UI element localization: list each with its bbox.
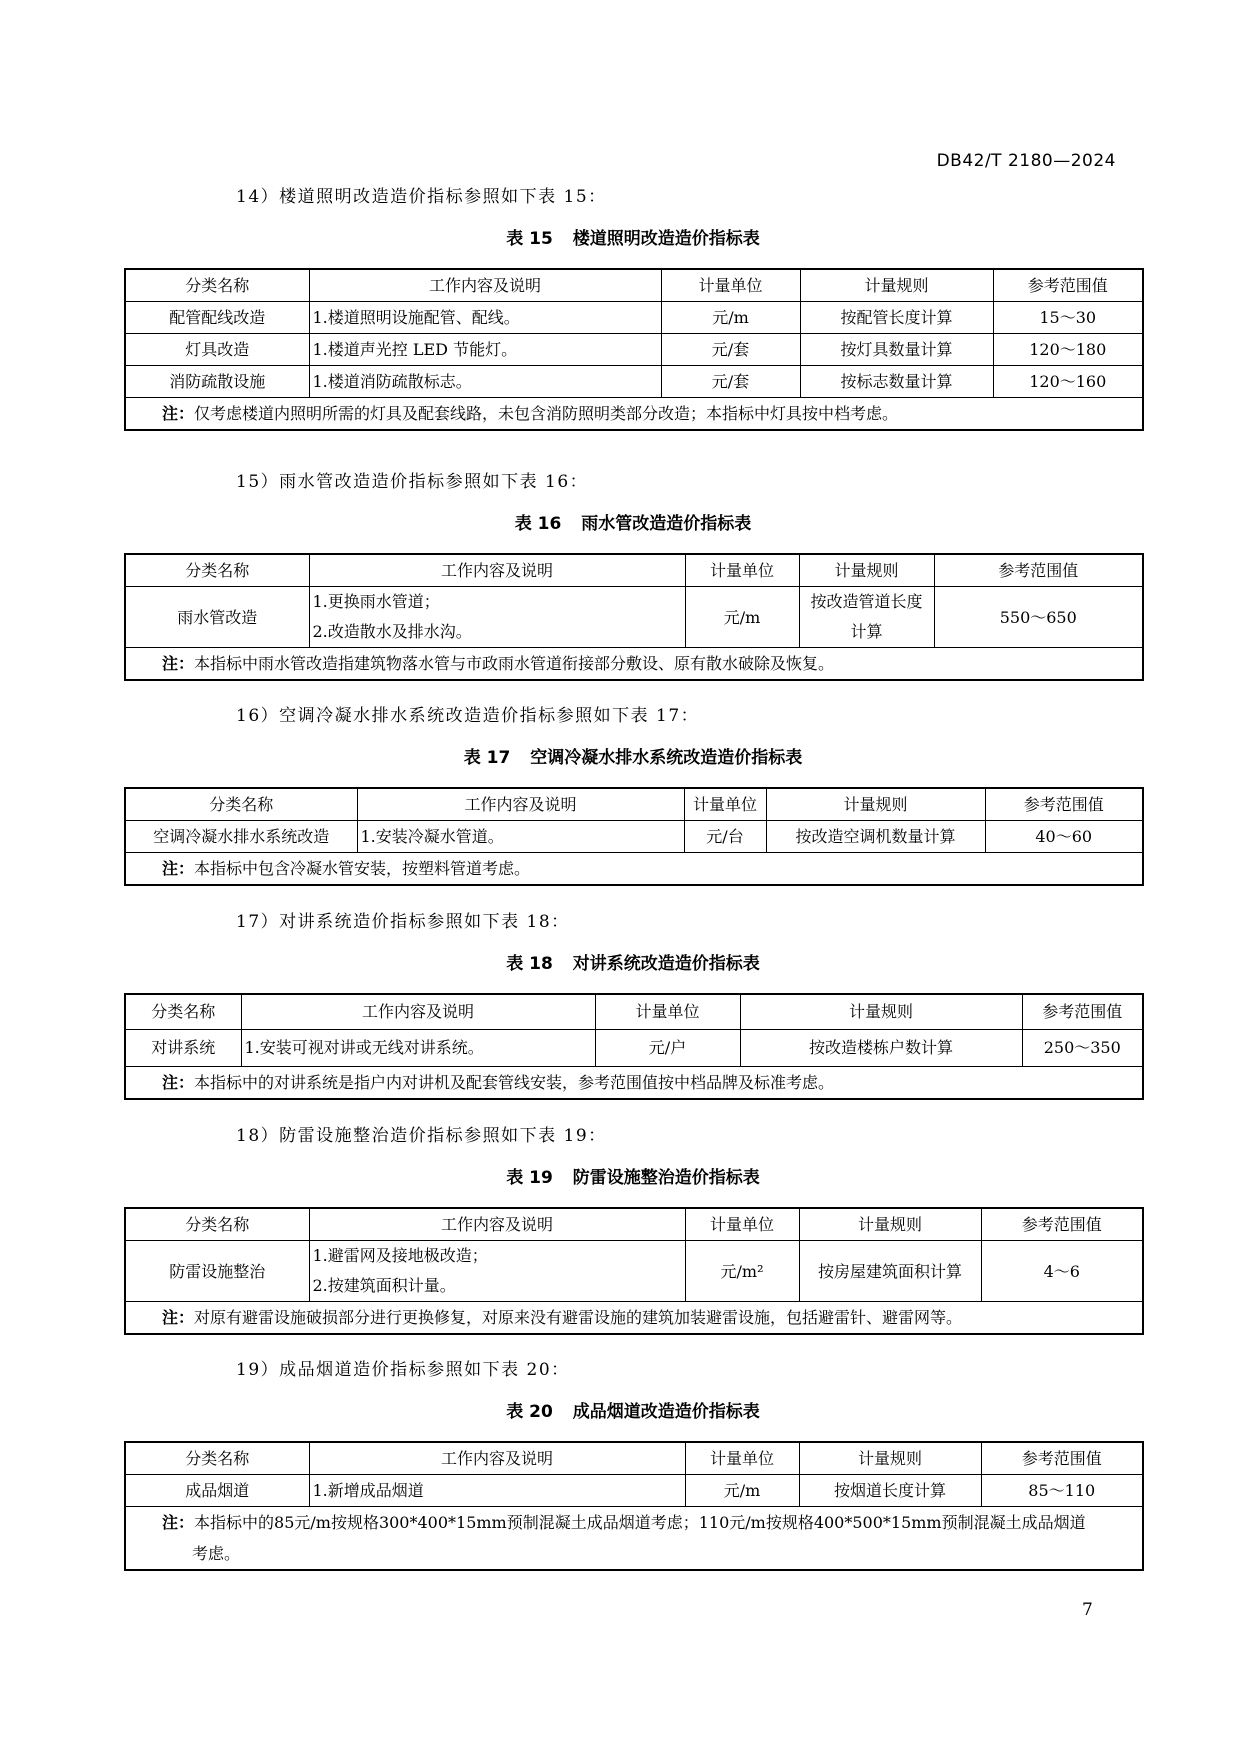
section-intercom <box>124 907 1142 1100</box>
table-title: 空调冷凝水排水系统改造造价指标表 <box>530 748 803 768</box>
cell-category: 对讲系统 <box>125 1030 241 1067</box>
section-intro: 18）防雷设施整治造价指标参照如下表 19： <box>236 1126 607 1146</box>
cell-rule: 按烟道长度计算 <box>799 1475 981 1507</box>
table-caption <box>124 224 1142 254</box>
header-content: 工作内容及说明 <box>357 788 684 821</box>
header-content: 工作内容及说明 <box>309 1442 685 1475</box>
table-title: 楼道照明改造造价指标表 <box>572 229 760 249</box>
cell-category: 成品烟道 <box>125 1475 309 1507</box>
section-intro: 17）对讲系统造价指标参照如下表 18： <box>236 912 570 932</box>
cell-rule: 按灯具数量计算 <box>800 334 993 366</box>
standard-code: DB42/T 2180—2024 <box>936 151 1116 171</box>
content-line: 2.按建筑面积计量。 <box>312 1276 456 1295</box>
cell-unit: 元/户 <box>595 1030 740 1067</box>
table-title: 雨水管改造造价指标表 <box>581 514 752 534</box>
header-unit: 计量单位 <box>685 1208 799 1241</box>
header-category: 分类名称 <box>125 994 241 1030</box>
table-caption <box>124 1163 1142 1193</box>
cell-range: 85～110 <box>981 1475 1143 1507</box>
note-label: 注： <box>162 859 195 878</box>
note-label: 注： <box>162 404 195 423</box>
table-note <box>125 853 1143 886</box>
cell-range: 40～60 <box>985 821 1143 853</box>
header-rule: 计量规则 <box>799 554 934 587</box>
cell-category: 灯具改造 <box>125 334 309 366</box>
header-unit: 计量单位 <box>661 269 800 302</box>
table-note-row <box>125 1067 1143 1100</box>
cell-unit: 元/m <box>685 1475 799 1507</box>
header-category: 分类名称 <box>125 269 309 302</box>
cell-content: 1.楼道消防疏散标志。 <box>309 366 661 398</box>
table-note <box>125 648 1143 681</box>
note-text: 对原有避雷设施破损部分进行更换修复，对原来没有避雷设施的建筑加装避雷设施，包括避雷针、避雷网等。 <box>194 1308 963 1327</box>
section-condensate-drain <box>124 701 1142 886</box>
table-number: 表 20 <box>506 1402 553 1422</box>
section-intro: 16）空调冷凝水排水系统改造造价指标参照如下表 17： <box>236 706 700 726</box>
cell-rule: 按改造管道长度计算 <box>799 587 934 648</box>
table-note-row <box>125 1507 1143 1571</box>
table-caption <box>124 1397 1142 1427</box>
header-content: 工作内容及说明 <box>309 1208 685 1241</box>
cell-range: 15～30 <box>993 302 1143 334</box>
header-range: 参考范围值 <box>985 788 1143 821</box>
cell-unit: 元/套 <box>661 334 800 366</box>
cell-category: 消防疏散设施 <box>125 366 309 398</box>
note-text: 本指标中的对讲系统是指户内对讲机及配套管线安装，参考范围值按中档品牌及标准考虑。 <box>194 1073 835 1092</box>
header-unit: 计量单位 <box>684 788 766 821</box>
cell-rule: 按房屋建筑面积计算 <box>799 1241 981 1302</box>
header-category: 分类名称 <box>125 1208 309 1241</box>
table-number: 表 15 <box>506 229 553 249</box>
cell-rule: 按改造空调机数量计算 <box>766 821 985 853</box>
header-range: 参考范围值 <box>993 269 1143 302</box>
header-category: 分类名称 <box>125 1442 309 1475</box>
cell-category: 空调冷凝水排水系统改造 <box>125 821 357 853</box>
note-label: 注： <box>162 1513 195 1532</box>
table-title: 成品烟道改造造价指标表 <box>572 1402 760 1422</box>
cell-unit: 元/m <box>685 587 799 648</box>
cell-content: 1.安装可视对讲或无线对讲系统。 <box>241 1030 595 1067</box>
header-unit: 计量单位 <box>595 994 740 1030</box>
cell-range: 550～650 <box>934 587 1143 648</box>
section-rainwater-pipe <box>124 467 1142 681</box>
table-number: 表 18 <box>506 954 553 974</box>
header-rule: 计量规则 <box>740 994 1022 1030</box>
table-row <box>125 302 1143 334</box>
table-number: 表 17 <box>463 748 511 768</box>
content-line: 2.改造散水及排水沟。 <box>312 622 472 641</box>
table-title: 防雷设施整治造价指标表 <box>572 1168 760 1188</box>
cost-index-table <box>124 1441 1144 1571</box>
header-content: 工作内容及说明 <box>309 554 685 587</box>
table-row <box>125 1030 1143 1067</box>
table-header-row <box>125 788 1143 821</box>
header-content: 工作内容及说明 <box>309 269 661 302</box>
note-text: 仅考虑楼道内照明所需的灯具及配套线路，未包含消防照明类部分改造；本指标中灯具按中档考虑。 <box>194 404 899 423</box>
table-number: 表 16 <box>514 514 562 534</box>
content-line: 1.避雷网及接地极改造； <box>312 1246 488 1265</box>
table-row <box>125 821 1143 853</box>
cell-range: 250～350 <box>1022 1030 1143 1067</box>
note-label: 注： <box>162 1073 195 1092</box>
table-caption <box>124 949 1142 979</box>
note-text-continued: 考虑。 <box>192 1544 241 1563</box>
table-note <box>125 398 1143 431</box>
table-header-row <box>125 1442 1143 1475</box>
header-range: 参考范围值 <box>981 1208 1143 1241</box>
cost-index-table <box>124 553 1144 681</box>
table-row <box>125 1241 1143 1302</box>
cell-unit: 元/m² <box>685 1241 799 1302</box>
cell-unit: 元/m <box>661 302 800 334</box>
table-note <box>125 1067 1143 1100</box>
section-intro: 14）楼道照明改造造价指标参照如下表 15： <box>236 187 607 207</box>
header-unit: 计量单位 <box>685 554 799 587</box>
header-unit: 计量单位 <box>685 1442 799 1475</box>
note-label: 注： <box>162 654 195 673</box>
cell-range: 120～160 <box>993 366 1143 398</box>
cell-content <box>309 587 685 648</box>
header-rule: 计量规则 <box>799 1442 981 1475</box>
table-caption <box>124 743 1142 773</box>
header-rule: 计量规则 <box>800 269 993 302</box>
cell-content: 1.楼道照明设施配管、配线。 <box>309 302 661 334</box>
table-row <box>125 587 1143 648</box>
table-header-row <box>125 994 1143 1030</box>
table-row <box>125 334 1143 366</box>
cell-range: 120～180 <box>993 334 1143 366</box>
header-range: 参考范围值 <box>1022 994 1143 1030</box>
table-note-row <box>125 853 1143 886</box>
header-rule: 计量规则 <box>799 1208 981 1241</box>
cell-category: 防雷设施整治 <box>125 1241 309 1302</box>
cell-content: 1.安装冷凝水管道。 <box>357 821 684 853</box>
table-note-row <box>125 398 1143 431</box>
content-line: 1.更换雨水管道； <box>312 592 440 611</box>
section-flue <box>124 1355 1142 1571</box>
header-range: 参考范围值 <box>981 1442 1143 1475</box>
table-row <box>125 1475 1143 1507</box>
cell-range: 4～6 <box>981 1241 1143 1302</box>
table-title: 对讲系统改造造价指标表 <box>572 954 760 974</box>
table-header-row <box>125 1208 1143 1241</box>
section-lighting <box>124 182 1142 431</box>
cost-index-table <box>124 787 1144 886</box>
header-content: 工作内容及说明 <box>241 994 595 1030</box>
header-range: 参考范围值 <box>934 554 1143 587</box>
note-text: 本指标中的85元/m按规格300*400*15mm预制混凝土成品烟道考虑；110元/m按规格400*500*15mm预制混凝土成品烟道 <box>194 1513 1086 1532</box>
note-text: 本指标中包含冷凝水管安装，按塑料管道考虑。 <box>194 859 531 878</box>
cost-index-table <box>124 1207 1144 1335</box>
section-lightning-protection <box>124 1121 1142 1335</box>
section-intro: 15）雨水管改造造价指标参照如下表 16： <box>236 472 589 492</box>
table-note <box>125 1507 1143 1571</box>
table-note <box>125 1302 1143 1335</box>
cell-category: 雨水管改造 <box>125 587 309 648</box>
cell-rule: 按改造楼栋户数计算 <box>740 1030 1022 1067</box>
table-note-row <box>125 1302 1143 1335</box>
cell-content <box>309 1241 685 1302</box>
cell-unit: 元/套 <box>661 366 800 398</box>
table-caption <box>124 509 1142 539</box>
cell-unit: 元/台 <box>684 821 766 853</box>
table-header-row <box>125 554 1143 587</box>
note-label: 注： <box>162 1308 195 1327</box>
cost-index-table <box>124 268 1144 431</box>
cell-rule: 按标志数量计算 <box>800 366 993 398</box>
header-category: 分类名称 <box>125 788 357 821</box>
cell-rule: 按配管长度计算 <box>800 302 993 334</box>
header-category: 分类名称 <box>125 554 309 587</box>
page-number: 7 <box>1082 1600 1093 1620</box>
table-number: 表 19 <box>506 1168 553 1188</box>
note-text: 本指标中雨水管改造指建筑物落水管与市政雨水管道衔接部分敷设、原有散水破除及恢复。 <box>194 654 835 673</box>
cell-content: 1.楼道声光控 LED 节能灯。 <box>309 334 661 366</box>
header-rule: 计量规则 <box>766 788 985 821</box>
section-intro: 19）成品烟道造价指标参照如下表 20： <box>236 1360 570 1380</box>
table-row <box>125 366 1143 398</box>
cost-index-table <box>124 993 1144 1100</box>
table-note-row <box>125 648 1143 681</box>
cell-category: 配管配线改造 <box>125 302 309 334</box>
cell-content: 1.新增成品烟道 <box>309 1475 685 1507</box>
table-header-row <box>125 269 1143 302</box>
